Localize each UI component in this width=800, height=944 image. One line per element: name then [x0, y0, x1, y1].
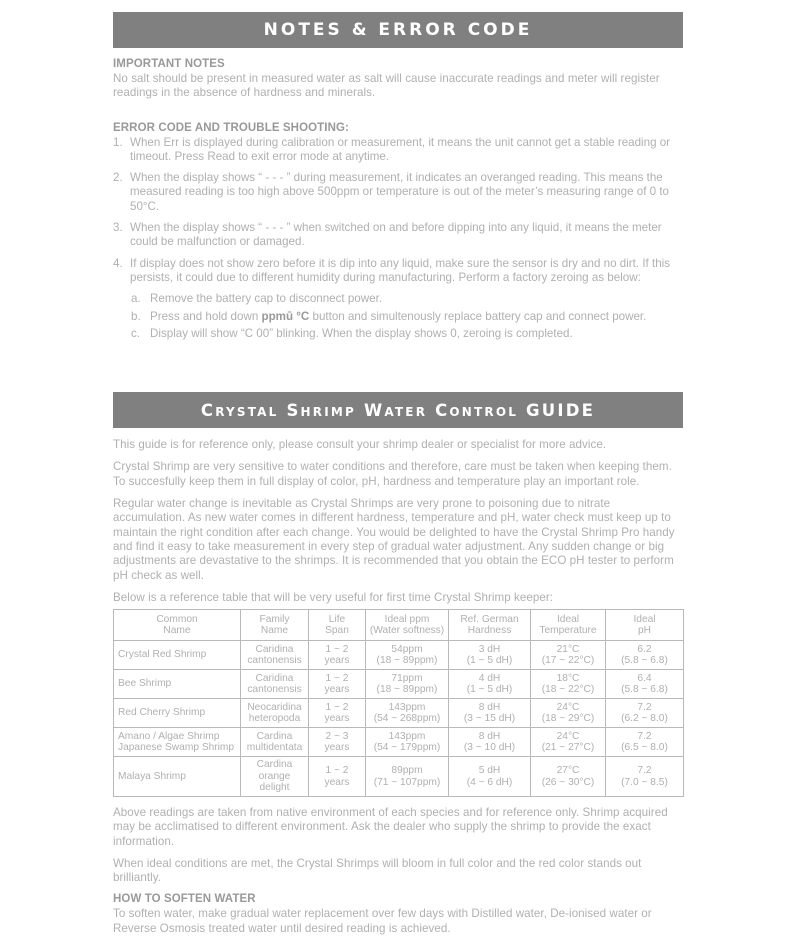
cell-line-1: 8 dH	[478, 730, 501, 742]
cell-line-1: 7.2	[637, 701, 652, 713]
cell-line-2: years	[324, 742, 350, 754]
cell-line-1: 7.2	[637, 730, 652, 742]
cell-line-1: 6.2	[637, 643, 652, 655]
header-line-2: Hardness	[467, 625, 512, 637]
list-item	[131, 310, 683, 324]
header-line-1: Common	[156, 613, 198, 625]
cell-line-2: cantonensis	[247, 684, 302, 696]
cell-line-1: 1 ~ 2	[325, 701, 349, 713]
cell-line-2: (18 ~ 22°C)	[541, 684, 595, 696]
cell-line-2: (18 ~ 29°C)	[541, 713, 595, 725]
list-item	[113, 136, 683, 165]
list-marker: 2.	[113, 171, 123, 185]
cell-line-1: 1 ~ 2	[325, 672, 349, 684]
button-label-ppm-c: ppmū °C	[261, 309, 310, 323]
cell-line-2: (71 ~ 107ppm)	[373, 776, 441, 788]
cell-common-name	[114, 670, 241, 699]
cell-life-span	[309, 699, 366, 728]
column-header-ideal-ph	[606, 610, 684, 641]
table-row	[114, 728, 684, 757]
list-marker: 3.	[113, 221, 123, 235]
guide-paragraph-3: Regular water change is inevitable as Crystal Shrimps are very prone to poisoning due to nitrate accumulation. As new water comes in different hardness, temperature and pH, water check must keep up to maintain the right condition after each change. You would be delighted to have the Crystal Shrimp Pro handy and find it easy to take measurement in every step of gradual water adjustment. Any sudden change or big adjustments are devastative to the shrimps. It is recommended that you obtain the ECO pH tester to perform pH check as well.	[113, 497, 675, 582]
factory-zeroing-list	[131, 292, 683, 341]
cell-ideal-ppm	[366, 670, 449, 699]
cell-line-1: 8 dH	[478, 701, 501, 713]
list-text-after: button and simultenously replace battery cap and connect power.	[309, 309, 647, 323]
cell-life-span	[309, 670, 366, 699]
cell-common-name	[114, 699, 241, 728]
cell-german-hardness	[449, 641, 531, 670]
cell-line-2: (17 ~ 22°C)	[541, 655, 595, 667]
header-line-1: Life	[328, 613, 346, 625]
column-header-common-name	[114, 610, 241, 641]
table-row	[114, 670, 684, 699]
cell-ideal-temperature	[531, 728, 606, 757]
cell-ideal-temperature	[531, 670, 606, 699]
cell-ideal-ph	[606, 757, 684, 797]
cell-line-1: 54ppm	[391, 643, 423, 655]
header-line-2: Temperature	[539, 625, 597, 637]
header-line-1: Ideal	[633, 613, 656, 625]
cell-common-name	[114, 757, 241, 797]
cell-line-1: Caridina	[255, 643, 294, 655]
cell-line-2: (18 ~ 89ppm)	[376, 684, 438, 696]
list-text: If display does not show zero before it is dip into any liquid, make sure the sensor is dry and no dirt. If this persists, it could due to different humidity during manufacturing. Perform a factory zeroing as below:	[130, 256, 671, 284]
cell-line-2: (3 ~ 15 dH)	[463, 713, 516, 725]
cell-line-2: (54 ~ 179ppm)	[373, 742, 441, 754]
cell-line-2: multidentata	[246, 742, 303, 754]
cell-line-2: (1 ~ 5 dH)	[466, 655, 513, 667]
cell-line-2: cantonensis	[247, 655, 302, 667]
cell-family-name	[241, 699, 309, 728]
cell-line-1: 18°C	[556, 672, 580, 684]
cell-ideal-ph	[606, 728, 684, 757]
error-code-heading: ERROR CODE AND TROUBLE SHOOTING:	[113, 121, 349, 134]
cell-life-span	[309, 757, 366, 797]
section-header-guide	[113, 392, 683, 428]
cell-line-2: years	[324, 655, 350, 667]
cell-line-1: Cardina	[256, 730, 293, 742]
list-marker: 1.	[113, 135, 123, 149]
list-marker: a.	[131, 292, 141, 306]
cell-line-2: (18 ~ 89ppm)	[376, 655, 438, 667]
list-item	[113, 257, 683, 286]
cell-ideal-ppm	[366, 699, 449, 728]
cell-family-name	[241, 728, 309, 757]
cell-line-2: (7.0 ~ 8.5)	[621, 776, 668, 788]
cell-line-1: 1 ~ 2	[325, 643, 349, 655]
column-header-family-name	[241, 610, 309, 641]
section-spacer	[113, 344, 683, 392]
error-code-list	[113, 136, 683, 286]
cell-line-1: Neocaridina	[247, 701, 302, 713]
cell-line-1: Caridina	[255, 672, 294, 684]
cell-line-2: Japanese Swamp Shrimp	[118, 742, 235, 754]
list-text: When the display shows “ - - - ” during measurement, it indicates an overanged reading. This means the measured reading is too high above 500ppm or temperature is out of the meter’s measuring range of 0 to 50°C.	[130, 171, 669, 213]
list-text: When the display shows “ - - - ” when switched on and before dipping into any liquid, it means the meter could be malfunction or damaged.	[130, 221, 662, 249]
list-marker: 4.	[113, 256, 123, 270]
cell-line-2: (4 ~ 6 dH)	[466, 776, 513, 788]
cell-line-1: 24°C	[556, 730, 580, 742]
section-header-notes	[113, 12, 683, 48]
cell-line-2: heteropoda	[248, 713, 301, 725]
cell-line-2: (1 ~ 5 dH)	[466, 684, 513, 696]
shrimp-reference-table	[113, 609, 684, 797]
cell-line-1: Red Cherry Shrimp	[118, 707, 206, 719]
cell-line-2: (6.2 ~ 8.0)	[621, 713, 668, 725]
column-header-ideal-temperature	[531, 610, 606, 641]
cell-line-2: (5.8 ~ 6.8)	[621, 655, 668, 667]
cell-line-1: 1 ~ 2	[325, 764, 349, 776]
cell-line-2: (54 ~ 268ppm)	[373, 713, 441, 725]
cell-line-1: Amano / Algae Shrimp	[118, 730, 220, 742]
table-header-row	[114, 610, 684, 641]
cell-line-2: (3 ~ 10 dH)	[463, 742, 516, 754]
list-item	[131, 292, 683, 306]
cell-ideal-temperature	[531, 757, 606, 797]
after-table-paragraph-1: Above readings are taken from native environment of each species and for reference only. Shrimp acquired may be acclimatised to different environment. Ask the dealer who supply the shrimp to provide the exact information.	[113, 805, 668, 848]
cell-line-1: 89ppm	[391, 764, 423, 776]
cell-ideal-ph	[606, 670, 684, 699]
document-content	[113, 12, 683, 944]
cell-line-1: Malaya Shrimp	[118, 770, 186, 782]
header-line-2: Name	[260, 625, 289, 637]
cell-line-1: 21°C	[556, 643, 580, 655]
list-item	[131, 327, 683, 341]
cell-life-span	[309, 641, 366, 670]
guide-paragraph-1: This guide is for reference only, please consult your shrimp dealer or specialist for more advice.	[113, 438, 607, 452]
cell-common-name	[114, 728, 241, 757]
cell-line-2: (26 ~ 30°C)	[541, 776, 595, 788]
cell-line-2: orange delight	[258, 770, 291, 794]
cell-line-1: 5 dH	[478, 764, 501, 776]
column-header-life-span	[309, 610, 366, 641]
important-notes-body: No salt should be present in measured water as salt will cause inaccurate readings and meter will register readings in the absence of hardness and minerals.	[113, 72, 660, 100]
header-line-2: pH	[637, 625, 652, 637]
cell-line-1: Crystal Red Shrimp	[118, 649, 207, 661]
section-title-guide: Crystal Shrimp Water Control GUIDE	[200, 400, 596, 420]
column-header-ideal-ppm	[366, 610, 449, 641]
cell-line-1: 4 dH	[478, 672, 501, 684]
cell-line-1: 7.2	[637, 764, 652, 776]
header-line-2: (Water softness)	[369, 625, 445, 637]
table-row	[114, 641, 684, 670]
table-row	[114, 699, 684, 728]
cell-line-1: 2 ~ 3	[325, 730, 349, 742]
spacer	[113, 109, 683, 118]
header-line-1: Ideal ppm	[384, 613, 430, 625]
after-table-paragraph-2: When ideal conditions are met, the Crystal Shrimps will bloom in full color and the red color stands out brilliantly.	[113, 856, 642, 885]
cell-line-2: (21 ~ 27°C)	[541, 742, 595, 754]
list-text: Display will show “C 00” blinking. When the display shows 0, zeroing is completed.	[150, 326, 573, 340]
header-line-2: Span	[325, 625, 349, 637]
cell-line-1: 71ppm	[391, 672, 423, 684]
list-text: Remove the battery cap to disconnect power.	[150, 292, 383, 306]
cell-german-hardness	[449, 670, 531, 699]
list-text: When Err is displayed during calibration or measurement, it means the unit cannot get a stable reading or timeout. Press Read to exit error mode at anytime.	[130, 135, 671, 163]
cell-ideal-temperature	[531, 641, 606, 670]
cell-family-name	[241, 757, 309, 797]
header-line-2: Name	[163, 625, 191, 637]
header-line-1: Family	[259, 613, 290, 625]
cell-common-name	[114, 641, 241, 670]
list-marker: c.	[131, 326, 141, 340]
list-item	[113, 221, 683, 250]
cell-line-2: years	[324, 776, 350, 788]
soften-water-body: To soften water, make gradual water replacement over few days with Distilled water, De-ionised water or Reverse Osmosis treated water until desired reading is achieved.	[113, 907, 652, 935]
table-row	[114, 757, 684, 797]
cell-line-1: 143ppm	[388, 701, 426, 713]
guide-paragraph-2: Crystal Shrimp are very sensitive to water conditions and therefore, care must be taken when keeping them. To succesfully keep them in full display of color, pH, hardness and temperature play an important role.	[113, 460, 672, 488]
cell-family-name	[241, 641, 309, 670]
cell-german-hardness	[449, 699, 531, 728]
cell-ideal-temperature	[531, 699, 606, 728]
column-header-german-hardness	[449, 610, 531, 641]
cell-line-2: years	[324, 713, 350, 725]
cell-german-hardness	[449, 757, 531, 797]
cell-line-1: Cardina	[256, 759, 293, 771]
cell-ideal-ph	[606, 699, 684, 728]
section-title-notes: NOTES & ERROR CODE	[263, 20, 533, 40]
soften-water-heading: HOW TO SOFTEN WATER	[113, 893, 256, 906]
important-notes-heading: IMPORTANT NOTES	[113, 58, 225, 70]
list-text-before: Press and hold down	[150, 309, 262, 323]
cell-line-1: 27°C	[556, 764, 580, 776]
cell-line-2: years	[324, 684, 350, 696]
cell-line-2: (5.8 ~ 6.8)	[621, 684, 668, 696]
cell-ideal-ph	[606, 641, 684, 670]
header-line-1: Ref. German	[460, 613, 519, 625]
cell-ideal-ppm	[366, 757, 449, 797]
cell-line-1: 24°C	[556, 701, 580, 713]
cell-line-2: (6.5 ~ 8.0)	[621, 742, 668, 754]
cell-line-1: Bee Shrimp	[118, 678, 172, 690]
cell-ideal-ppm	[366, 728, 449, 757]
cell-line-1: 143ppm	[388, 730, 426, 742]
cell-ideal-ppm	[366, 641, 449, 670]
cell-life-span	[309, 728, 366, 757]
list-item	[113, 171, 683, 214]
list-marker: b.	[131, 309, 141, 323]
cell-line-1: 3 dH	[478, 643, 501, 655]
cell-line-1: 6.4	[637, 672, 652, 684]
header-line-1: Ideal	[556, 613, 580, 625]
guide-paragraph-4: Below is a reference table that will be very useful for first time Crystal Shrimp keeper:	[113, 590, 554, 604]
cell-german-hardness	[449, 728, 531, 757]
cell-family-name	[241, 670, 309, 699]
